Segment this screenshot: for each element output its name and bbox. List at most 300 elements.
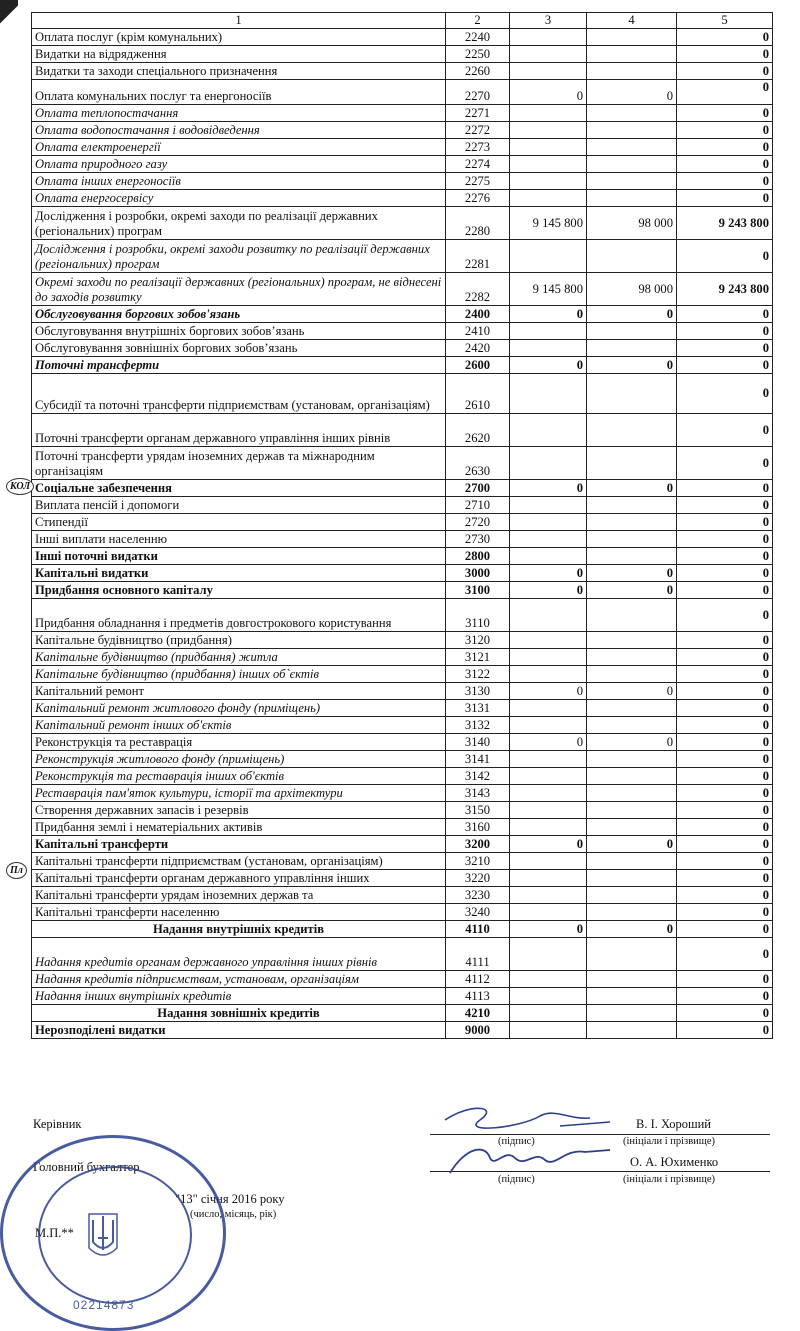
row-code: 4113 [446, 988, 510, 1005]
row-code: 2410 [446, 323, 510, 340]
row-value-col5: 0 [677, 63, 773, 80]
table-row [32, 514, 773, 531]
row-code: 3122 [446, 666, 510, 683]
row-code: 4110 [446, 921, 510, 938]
row-value-col3 [510, 971, 587, 988]
row-label: Створення державних запасів і резервів [32, 802, 446, 819]
row-value-col3 [510, 599, 587, 632]
row-code: 2730 [446, 531, 510, 548]
row-value-col5: 0 [677, 323, 773, 340]
table-row [32, 414, 773, 447]
row-code: 3230 [446, 887, 510, 904]
row-value-col3 [510, 46, 587, 63]
table-row [32, 323, 773, 340]
row-value-col3 [510, 717, 587, 734]
official-stamp [0, 1135, 226, 1331]
row-value-col4 [587, 497, 677, 514]
row-value-col3 [510, 122, 587, 139]
row-label: Капітальні трансферти урядам іноземних держав та [32, 887, 446, 904]
row-value-col3 [510, 887, 587, 904]
row-label: Капітальні видатки [32, 565, 446, 582]
row-value-col5: 0 [677, 565, 773, 582]
table-body [32, 13, 773, 1039]
table-row [32, 531, 773, 548]
row-label: Субсидії та поточні трансферти підприємствам (установам, організаціям) [32, 374, 446, 414]
row-value-col3: 0 [510, 683, 587, 700]
row-value-col5: 0 [677, 414, 773, 447]
accountant-name-caption: (ініціали і прізвище) [623, 1174, 716, 1185]
row-value-col5: 0 [677, 683, 773, 700]
row-value-col5: 0 [677, 582, 773, 599]
head-name-caption: (ініціали і прізвище) [623, 1136, 716, 1147]
row-value-col5: 0 [677, 531, 773, 548]
row-value-col5: 0 [677, 938, 773, 971]
row-code: 3100 [446, 582, 510, 599]
table-row [32, 374, 773, 414]
row-value-col5: 0 [677, 447, 773, 480]
row-code: 2400 [446, 306, 510, 323]
row-value-col3 [510, 548, 587, 565]
row-value-col3: 0 [510, 565, 587, 582]
row-value-col4 [587, 599, 677, 632]
row-value-col4 [587, 548, 677, 565]
row-code: 2600 [446, 357, 510, 374]
row-value-col5: 0 [677, 717, 773, 734]
mp-label: М.П.** [35, 1226, 74, 1240]
table-row [32, 139, 773, 156]
row-code: 3160 [446, 819, 510, 836]
row-value-col4 [587, 139, 677, 156]
row-value-col5: 0 [677, 340, 773, 357]
row-code: 3110 [446, 599, 510, 632]
row-code: 3121 [446, 649, 510, 666]
row-value-col3 [510, 63, 587, 80]
row-value-col3 [510, 938, 587, 971]
row-label: Оплата послуг (крім комунальних) [32, 29, 446, 46]
row-value-col4 [587, 29, 677, 46]
row-code: 3132 [446, 717, 510, 734]
row-code: 3140 [446, 734, 510, 751]
row-code: 3143 [446, 785, 510, 802]
row-value-col4 [587, 514, 677, 531]
row-value-col3 [510, 751, 587, 768]
accountant-signature-scribble [445, 1138, 625, 1178]
row-value-col5: 0 [677, 599, 773, 632]
row-code: 2273 [446, 139, 510, 156]
row-label: Оплата теплопостачання [32, 105, 446, 122]
row-value-col5: 0 [677, 971, 773, 988]
row-value-col4 [587, 717, 677, 734]
row-value-col3: 0 [510, 306, 587, 323]
row-label: Капітальне будівництво (придбання) житла [32, 649, 446, 666]
row-label: Нерозподілені видатки [32, 1022, 446, 1039]
row-value-col4 [587, 870, 677, 887]
row-label: Придбання основного капіталу [32, 582, 446, 599]
row-code: 2720 [446, 514, 510, 531]
header-col-4: 4 [587, 13, 677, 29]
row-value-col3 [510, 105, 587, 122]
row-label: Оплата інших енергоносіїв [32, 173, 446, 190]
row-value-col4 [587, 785, 677, 802]
row-value-col5: 0 [677, 190, 773, 207]
table-row [32, 734, 773, 751]
row-value-col3: 0 [510, 921, 587, 938]
row-code: 2800 [446, 548, 510, 565]
table-row [32, 548, 773, 565]
row-value-col3 [510, 768, 587, 785]
row-label: Надання інших внутрішніх кредитів [32, 988, 446, 1005]
row-value-col5: 0 [677, 173, 773, 190]
row-label: Поточні трансферти [32, 357, 446, 374]
row-value-col5: 0 [677, 751, 773, 768]
head-title: Керівник [33, 1117, 82, 1131]
row-label: Капітальний ремонт житлового фонду (приміщень) [32, 700, 446, 717]
row-code: 2710 [446, 497, 510, 514]
row-value-col5: 0 [677, 666, 773, 683]
row-code: 2280 [446, 207, 510, 240]
row-code: 2630 [446, 447, 510, 480]
row-value-col5: 0 [677, 904, 773, 921]
row-value-col5: 0 [677, 649, 773, 666]
row-value-col5: 9 243 800 [677, 207, 773, 240]
row-label: Поточні трансферти органам державного управління інших рівнів [32, 414, 446, 447]
row-label: Обслуговування зовнішніх боргових зобов’язань [32, 340, 446, 357]
row-label: Обслуговування внутрішніх боргових зобов’язань [32, 323, 446, 340]
row-value-col4: 0 [587, 582, 677, 599]
row-label: Окремі заходи по реалізації державних (регіональних) програм, не віднесені до заходів розвитку [32, 273, 446, 306]
row-value-col4 [587, 323, 677, 340]
header-col-3: 3 [510, 13, 587, 29]
row-value-col4: 0 [587, 565, 677, 582]
row-value-col3: 0 [510, 836, 587, 853]
row-value-col5: 0 [677, 514, 773, 531]
row-value-col4 [587, 340, 677, 357]
row-value-col3: 0 [510, 734, 587, 751]
row-value-col5: 0 [677, 374, 773, 414]
table-row [32, 357, 773, 374]
row-value-col5: 0 [677, 870, 773, 887]
row-code: 3120 [446, 632, 510, 649]
table-row [32, 173, 773, 190]
head-sig-caption: (підпис) [498, 1136, 535, 1147]
table-row [32, 666, 773, 683]
row-value-col3 [510, 904, 587, 921]
scan-edge-mark [0, 0, 18, 40]
row-label: Оплата водопостачання і водовідведення [32, 122, 446, 139]
table-row [32, 802, 773, 819]
row-value-col4 [587, 666, 677, 683]
row-value-col5: 9 243 800 [677, 273, 773, 306]
table-row [32, 785, 773, 802]
row-label: Оплата електроенергії [32, 139, 446, 156]
row-value-col5: 0 [677, 802, 773, 819]
table-row [32, 80, 773, 105]
row-value-col5: 0 [677, 80, 773, 105]
row-label: Капітальні трансферти [32, 836, 446, 853]
row-label: Надання кредитів підприємствам, установам, організаціям [32, 971, 446, 988]
row-code: 3131 [446, 700, 510, 717]
table-row [32, 46, 773, 63]
row-code: 3210 [446, 853, 510, 870]
row-code: 2240 [446, 29, 510, 46]
row-value-col4 [587, 971, 677, 988]
row-value-col5: 0 [677, 1022, 773, 1039]
row-value-col5: 0 [677, 734, 773, 751]
table-row [32, 751, 773, 768]
expenditure-table [31, 12, 773, 1039]
row-label: Капітальний ремонт інших об'єктів [32, 717, 446, 734]
row-value-col3 [510, 632, 587, 649]
row-value-col5: 0 [677, 768, 773, 785]
table-row [32, 683, 773, 700]
row-value-col4: 98 000 [587, 207, 677, 240]
row-value-col5: 0 [677, 105, 773, 122]
row-value-col4 [587, 46, 677, 63]
row-value-col5: 0 [677, 921, 773, 938]
row-label: Видатки на відрядження [32, 46, 446, 63]
row-value-col4 [587, 105, 677, 122]
table-row [32, 768, 773, 785]
table-row [32, 1022, 773, 1039]
row-value-col4 [587, 768, 677, 785]
table-row [32, 582, 773, 599]
row-code: 3142 [446, 768, 510, 785]
row-value-col5: 0 [677, 306, 773, 323]
side-tag-pl: Пл [6, 862, 27, 879]
row-value-col4 [587, 531, 677, 548]
table-row [32, 700, 773, 717]
table-row [32, 887, 773, 904]
row-value-col3 [510, 323, 587, 340]
row-value-col4: 0 [587, 357, 677, 374]
table-row [32, 273, 773, 306]
row-label: Придбання землі і нематеріальних активів [32, 819, 446, 836]
accountant-sig-caption: (підпис) [498, 1174, 535, 1185]
row-value-col3 [510, 819, 587, 836]
row-value-col4: 0 [587, 734, 677, 751]
row-value-col4 [587, 190, 677, 207]
row-value-col3 [510, 156, 587, 173]
table-row [32, 870, 773, 887]
row-code: 2282 [446, 273, 510, 306]
row-label: Інші поточні видатки [32, 548, 446, 565]
row-label: Капітальні трансферти органам державного управління інших [32, 870, 446, 887]
row-value-col4 [587, 240, 677, 273]
row-code: 4210 [446, 1005, 510, 1022]
accountant-title: Головний бухгалтер [33, 1160, 140, 1174]
row-value-col5: 0 [677, 836, 773, 853]
row-value-col3 [510, 447, 587, 480]
row-code: 2275 [446, 173, 510, 190]
row-value-col3: 0 [510, 582, 587, 599]
stamp-number: 02214873 [73, 1298, 135, 1312]
row-code: 2250 [446, 46, 510, 63]
row-label: Дослідження і розробки, окремі заходи по реалізації державних (регіональних) програм [32, 207, 446, 240]
row-value-col3 [510, 340, 587, 357]
row-label: Дослідження і розробки, окремі заходи розвитку по реалізації державних (регіональних) програм [32, 240, 446, 273]
row-value-col3 [510, 853, 587, 870]
header-col-2: 2 [446, 13, 510, 29]
table-row [32, 63, 773, 80]
row-value-col4 [587, 819, 677, 836]
row-code: 2272 [446, 122, 510, 139]
row-value-col3 [510, 514, 587, 531]
row-value-col3 [510, 802, 587, 819]
row-value-col4 [587, 938, 677, 971]
table-row [32, 988, 773, 1005]
row-value-col3: 9 145 800 [510, 207, 587, 240]
table-row [32, 649, 773, 666]
row-label: Оплата природного газу [32, 156, 446, 173]
table-row [32, 853, 773, 870]
row-value-col3 [510, 785, 587, 802]
header-col-1: 1 [32, 13, 446, 29]
row-label: Обслуговування боргових зобов'язань [32, 306, 446, 323]
row-value-col4 [587, 63, 677, 80]
row-value-col5: 0 [677, 887, 773, 904]
row-label: Оплата енергосервісу [32, 190, 446, 207]
row-value-col4 [587, 988, 677, 1005]
table-row [32, 190, 773, 207]
row-label: Капітальні трансферти підприємствам (установам, організаціям) [32, 853, 446, 870]
row-label: Капітальне будівництво (придбання) інших об`єктів [32, 666, 446, 683]
row-value-col3 [510, 190, 587, 207]
row-value-col4 [587, 632, 677, 649]
row-code: 2620 [446, 414, 510, 447]
row-value-col3 [510, 414, 587, 447]
row-value-col5: 0 [677, 700, 773, 717]
row-value-col3 [510, 1005, 587, 1022]
row-value-col3 [510, 700, 587, 717]
date-caption: (число, місяць, рік) [190, 1209, 277, 1220]
row-label: Оплата комунальних послуг та енергоносіїв [32, 80, 446, 105]
row-value-col4 [587, 173, 677, 190]
table-row [32, 717, 773, 734]
row-label: Надання кредитів органам державного управління інших рівнів [32, 938, 446, 971]
row-code: 2260 [446, 63, 510, 80]
row-label: Придбання обладнання і предметів довгострокового користування [32, 599, 446, 632]
row-value-col4 [587, 802, 677, 819]
table-row [32, 306, 773, 323]
row-code: 2276 [446, 190, 510, 207]
row-value-col5: 0 [677, 240, 773, 273]
table-row [32, 971, 773, 988]
row-label: Стипендії [32, 514, 446, 531]
row-value-col4 [587, 1005, 677, 1022]
row-value-col4 [587, 751, 677, 768]
row-value-col3 [510, 531, 587, 548]
side-tag-kol: КОЛ [6, 478, 34, 495]
table-row [32, 122, 773, 139]
row-code: 9000 [446, 1022, 510, 1039]
date-text: "13" січня 2016 року [175, 1192, 285, 1206]
row-value-col3 [510, 1022, 587, 1039]
row-label: Надання внутрішніх кредитів [32, 921, 446, 938]
row-value-col5: 0 [677, 819, 773, 836]
row-value-col4 [587, 122, 677, 139]
row-label: Капітальні трансферти населенню [32, 904, 446, 921]
table-row [32, 819, 773, 836]
row-value-col5: 0 [677, 1005, 773, 1022]
table-row [32, 599, 773, 632]
row-value-col3 [510, 870, 587, 887]
row-value-col3: 0 [510, 357, 587, 374]
row-code: 3130 [446, 683, 510, 700]
row-code: 2274 [446, 156, 510, 173]
table-row [32, 836, 773, 853]
row-value-col4 [587, 1022, 677, 1039]
row-code: 2270 [446, 80, 510, 105]
row-value-col5: 0 [677, 548, 773, 565]
row-value-col4 [587, 649, 677, 666]
table-row [32, 565, 773, 582]
row-label: Надання зовнішніх кредитів [32, 1005, 446, 1022]
row-value-col4: 0 [587, 836, 677, 853]
table-row [32, 480, 773, 497]
row-label: Капітальний ремонт [32, 683, 446, 700]
table-row [32, 340, 773, 357]
table-row [32, 447, 773, 480]
row-value-col5: 0 [677, 497, 773, 514]
table-row [32, 904, 773, 921]
row-code: 3200 [446, 836, 510, 853]
row-label: Виплата пенсій і допомоги [32, 497, 446, 514]
row-value-col3: 9 145 800 [510, 273, 587, 306]
row-value-col3 [510, 988, 587, 1005]
row-code: 3000 [446, 565, 510, 582]
row-value-col5: 0 [677, 156, 773, 173]
table-row [32, 207, 773, 240]
row-value-col5: 0 [677, 632, 773, 649]
table-row [32, 1005, 773, 1022]
row-label: Поточні трансферти урядам іноземних держав та міжнародним організаціям [32, 447, 446, 480]
row-value-col4 [587, 156, 677, 173]
row-value-col4 [587, 700, 677, 717]
row-value-col4: 98 000 [587, 273, 677, 306]
row-label: Інші виплати населенню [32, 531, 446, 548]
header-row [32, 13, 773, 29]
row-value-col3 [510, 29, 587, 46]
row-value-col4: 0 [587, 480, 677, 497]
row-code: 2610 [446, 374, 510, 414]
table-row [32, 240, 773, 273]
row-value-col4: 0 [587, 921, 677, 938]
row-code: 3141 [446, 751, 510, 768]
table-row [32, 156, 773, 173]
row-label: Видатки та заходи спеціального призначення [32, 63, 446, 80]
row-label: Реконструкція житлового фонду (приміщень) [32, 751, 446, 768]
row-label: Соціальне забезпечення [32, 480, 446, 497]
row-value-col4 [587, 447, 677, 480]
row-label: Реконструкція та реставрація інших об'єктів [32, 768, 446, 785]
row-value-col5: 0 [677, 29, 773, 46]
row-value-col4: 0 [587, 306, 677, 323]
row-value-col4 [587, 853, 677, 870]
row-label: Капітальне будівництво (придбання) [32, 632, 446, 649]
row-code: 3150 [446, 802, 510, 819]
row-value-col4 [587, 904, 677, 921]
row-label: Реставрація пам'яток культури, історії та архітектури [32, 785, 446, 802]
row-label: Реконструкція та реставрація [32, 734, 446, 751]
row-value-col3: 0 [510, 80, 587, 105]
row-code: 2420 [446, 340, 510, 357]
row-value-col3 [510, 666, 587, 683]
row-value-col5: 0 [677, 357, 773, 374]
row-value-col4: 0 [587, 80, 677, 105]
row-code: 4112 [446, 971, 510, 988]
row-value-col5: 0 [677, 785, 773, 802]
row-code: 2700 [446, 480, 510, 497]
